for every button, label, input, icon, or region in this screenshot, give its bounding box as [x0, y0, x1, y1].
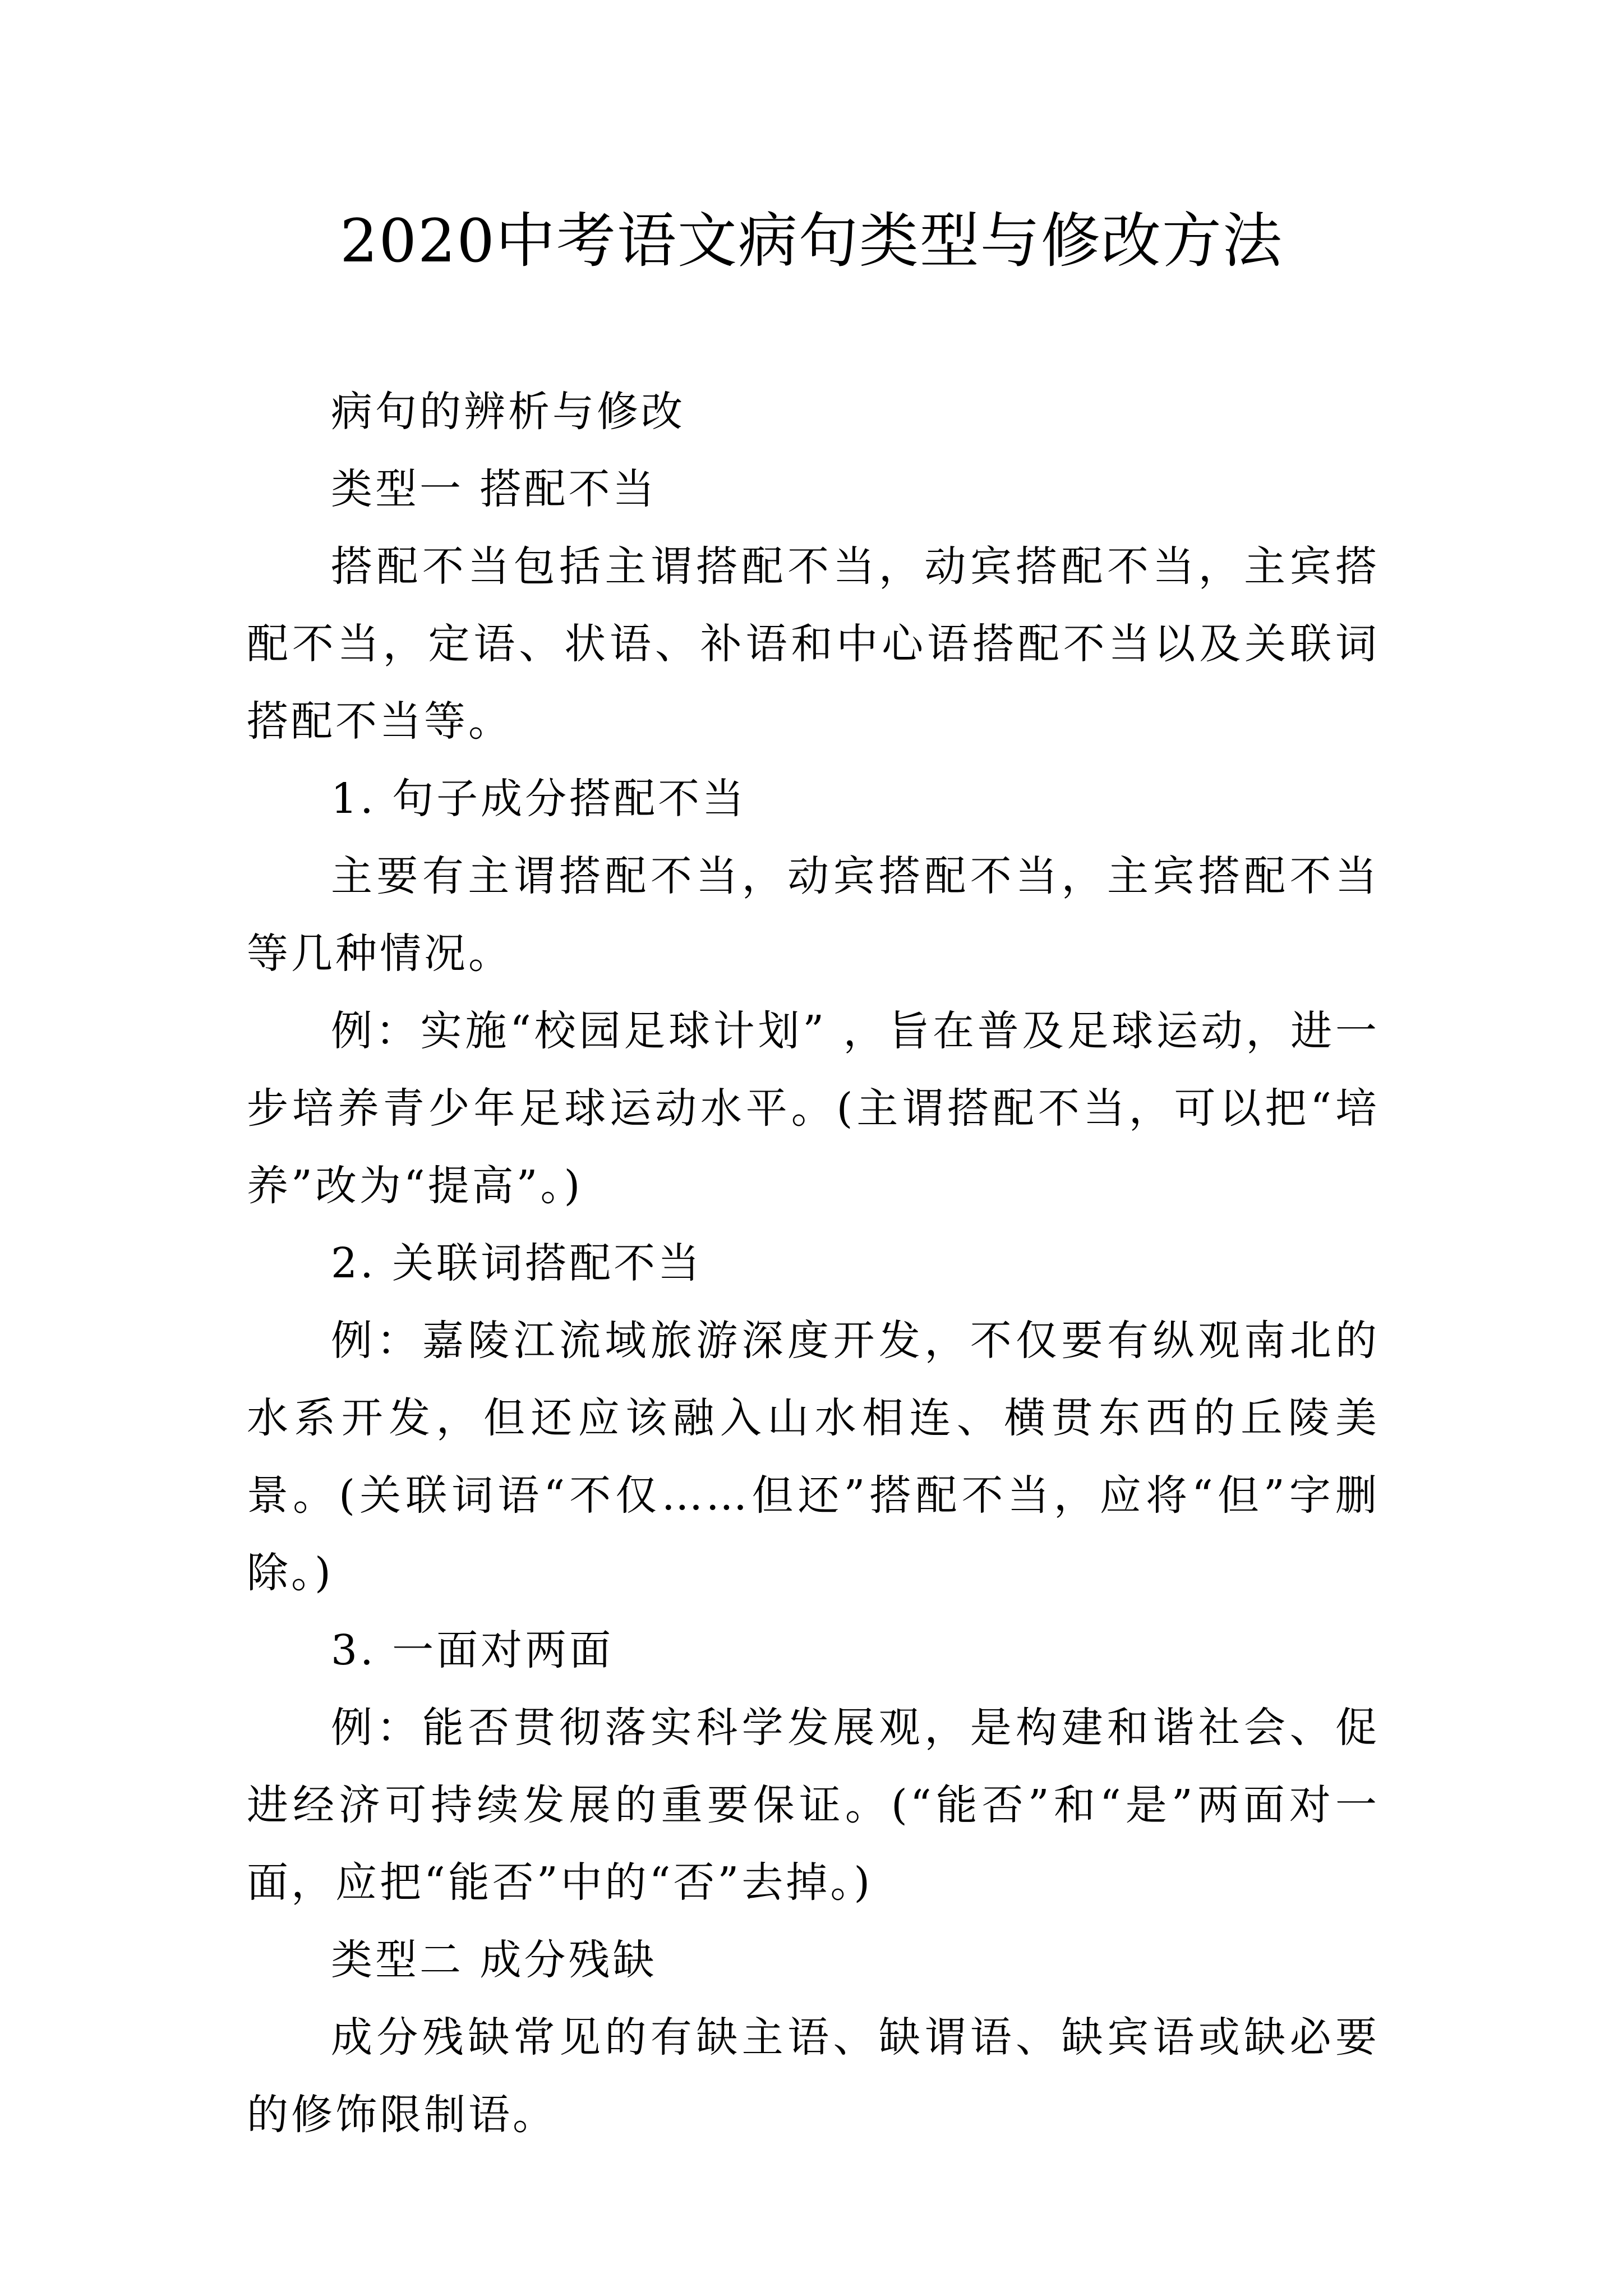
- document-title: 2020中考语文病句类型与修改方法: [340, 206, 1283, 275]
- example-paragraph: 例：实施“校园足球计划” ，旨在普及足球运动，进一步培养青少年足球运动水平。(主谓搭配不当，可以把“培养”改为“提高”。): [247, 1007, 1380, 1210]
- subheading: 3. 一面对两面: [331, 1626, 614, 1674]
- document-body: [247, 373, 1380, 2154]
- paragraph: 主要有主谓搭配不当，动宾搭配不当，主宾搭配不当等几种情况。: [247, 852, 1380, 978]
- subheading: 2. 关联词搭配不当: [331, 1239, 703, 1287]
- example-paragraph: 例：嘉陵江流域旅游深度开发，不仅要有纵观南北的水系开发，但还应该融入山水相连、横贯东西的丘陵美景。(关联词语“不仅……但还”搭配不当，应将“但”字删除。): [247, 1317, 1380, 1597]
- section-heading: 病句的辨析与修改: [331, 388, 685, 436]
- type-heading: 类型一 搭配不当: [331, 465, 657, 513]
- subheading: 1. 句子成分搭配不当: [331, 775, 747, 823]
- paragraph: 搭配不当包括主谓搭配不当，动宾搭配不当，主宾搭配不当，定语、状语、补语和中心语搭配不当以及关联词搭配不当等。: [247, 542, 1380, 746]
- type-heading: 类型二 成分残缺: [331, 1936, 657, 1984]
- paragraph: 成分残缺常见的有缺主语、缺谓语、缺宾语或缺必要的修饰限制语。: [247, 2013, 1380, 2139]
- example-paragraph: 例：能否贯彻落实科学发展观，是构建和谐社会、促进经济可持续发展的重要保证。(“能否”和“是”两面对一面，应把“能否”中的“否”去掉。): [247, 1704, 1380, 1907]
